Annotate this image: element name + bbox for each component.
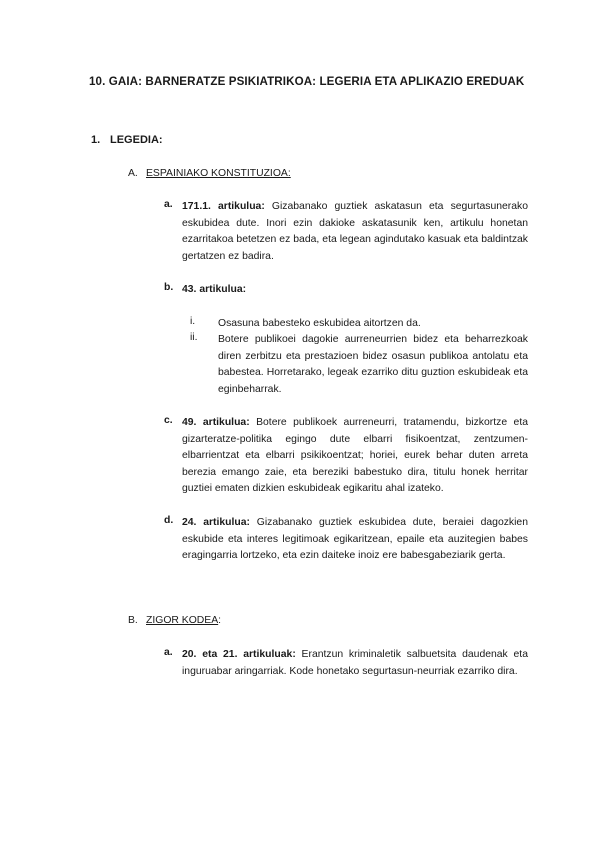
item-d-number: d. <box>164 515 174 526</box>
item-a-paragraph <box>182 199 528 265</box>
subitem-i-text: Osasuna babesteko eskubidea aitortzen da. <box>218 318 421 329</box>
subitem-ii-text: Botere publikoei dagokie aurreneurrien bidez eta beharrezkoak diren zerbitzu eta prestazioen bidez osasun publikoa antolatu eta babestea. Horretarako, legeak ezarriko ditu guztion eskubideak eta eginbeharrak. <box>218 334 528 395</box>
subitem-ii-number: ii. <box>190 332 198 343</box>
section-1-heading: LEGEDIA: <box>110 134 163 146</box>
item-c-paragraph <box>182 415 528 498</box>
item-b-number: b. <box>164 282 174 293</box>
item-b-a-paragraph <box>182 647 528 680</box>
section-b-heading <box>146 615 221 626</box>
item-b-lead: 43. artikulua: <box>182 284 247 295</box>
section-b-heading-suffix: : <box>218 615 222 626</box>
item-b-a-number: a. <box>164 647 173 658</box>
item-b-a-text: Erantzun kriminaletik salbuetsita daudenak eta inguruabar aringarriak. Kode honetako segurtasun-neurriak ezarriko dira. <box>182 649 528 677</box>
item-a-lead: 171.1. artikulua: <box>182 201 265 212</box>
item-c-text: Botere publikoek aurreneurri, tratamendu, bizkortze eta gizarteratze-politika egingo dute elbarri fisikoentzat, zentzumen-elbarrientzat eta elbarri psikikoentzat; horiei, eurek behar duten arreta berezia emango zaie, eta bereziki babestuko dira, titulu honek herritar guztiei ematen dizkien eskubideak egikaritu ahal izateko. <box>182 417 528 495</box>
item-d-lead: 24. artikulua: <box>182 517 250 528</box>
item-c-lead: 49. artikulua: <box>182 417 250 428</box>
item-a-text: Gizabanako guztiek askatasun eta segurtasunerako eskubidea dute. Inori ezin dakioke askatasunik ken, artikulu honetan ezarritakoa betetzen ez bada, eta legean agindutako kasuak eta baldintzak gertatzen ez badira. <box>182 201 528 262</box>
item-d-text: Gizabanako guztiek eskubidea dute, beraiei dagozkien eskubide eta interes legitimoak egikaritzean, epaile eta auzitegien babes eragingarria lortzeko, eta ezin daiteke inoiz ere babesgabeziarik gerta. <box>182 517 528 562</box>
section-a-number: A. <box>128 168 138 179</box>
item-b-paragraph <box>182 282 528 299</box>
item-b-a-lead: 20. eta 21. artikuluak: <box>182 649 296 660</box>
item-c-number: c. <box>164 415 173 426</box>
section-a-heading: ESPAINIAKO KONSTITUZIOA: <box>146 168 291 179</box>
subitem-i-number: i. <box>190 316 196 327</box>
section-b-heading-text: ZIGOR KODEA <box>146 615 219 626</box>
page-title: 10. GAIA: BARNERATZE PSIKIATRIKOA: LEGERIA ETA APLIKAZIO EREDUAK <box>89 75 525 88</box>
section-1-number: 1. <box>91 134 101 146</box>
section-b-number: B. <box>128 615 138 626</box>
item-a-number: a. <box>164 199 173 210</box>
item-d-paragraph <box>182 515 528 565</box>
